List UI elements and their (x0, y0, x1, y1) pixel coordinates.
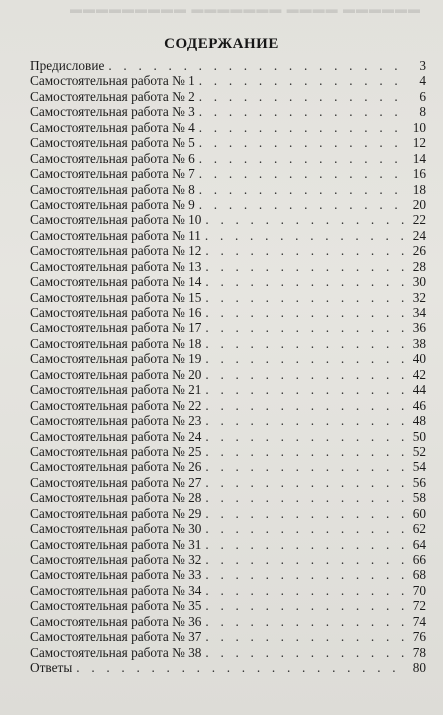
toc-entry (30, 567, 426, 582)
toc-entry (30, 89, 426, 104)
toc-entry (30, 537, 426, 552)
dot-leader (201, 305, 408, 320)
toc-entry (30, 629, 426, 644)
dot-leader (195, 166, 408, 181)
toc-entry-label: Самостоятельная работа № 32 (30, 552, 202, 567)
dot-leader (195, 73, 408, 88)
toc-entry-label: Самостоятельная работа № 36 (30, 613, 202, 629)
dot-leader (201, 521, 408, 536)
dot-leader (201, 336, 408, 351)
toc-entry-label: Самостоятельная работа № 24 (30, 428, 202, 444)
toc-entry (30, 552, 426, 567)
dot-leader (201, 212, 408, 227)
dot-leader (195, 151, 408, 166)
toc-entry (30, 182, 426, 197)
toc-entry-page-number: 34 (412, 305, 426, 320)
dot-leader (104, 58, 408, 73)
toc-entry-label: Самостоятельная работа № 38 (30, 644, 202, 660)
toc-entry (30, 274, 426, 289)
dot-leader (201, 320, 408, 335)
toc-entry-label: Самостоятельная работа № 25 (30, 443, 202, 459)
toc-entry (30, 351, 426, 366)
toc-entry-page-number: 36 (412, 320, 426, 336)
toc-entry-page-number: 62 (412, 521, 426, 537)
dot-leader (201, 629, 408, 644)
toc-entry-page-number: 64 (412, 536, 426, 552)
toc-entry (30, 459, 426, 474)
toc-entry-label: Самостоятельная работа № 3 (30, 104, 195, 120)
toc-entry-label: Самостоятельная работа № 4 (30, 119, 195, 135)
dot-leader (195, 135, 408, 150)
toc-entry-label: Самостоятельная работа № 6 (30, 150, 195, 166)
toc-entry (30, 305, 426, 320)
toc-entry-label: Самостоятельная работа № 16 (30, 305, 202, 320)
toc-entry-label: Самостоятельная работа № 12 (30, 243, 202, 259)
dot-leader (201, 398, 408, 413)
toc-entry-page-number: 60 (412, 505, 426, 521)
toc-entry (30, 506, 426, 521)
toc-entry (30, 490, 426, 505)
toc-entry-label: Самостоятельная работа № 27 (30, 474, 202, 490)
dot-leader (201, 537, 408, 552)
toc-entry (30, 398, 426, 413)
dot-leader (201, 567, 408, 582)
toc-entry-page-number: 30 (412, 274, 426, 290)
dot-leader (201, 413, 408, 428)
toc-entry-page-number: 70 (412, 582, 426, 598)
dot-leader (201, 382, 408, 397)
toc-entry-label: Самостоятельная работа № 20 (30, 366, 202, 382)
toc-entry (30, 151, 426, 166)
toc-entry (30, 166, 426, 181)
toc-entry (30, 444, 426, 459)
toc-entry (30, 583, 426, 598)
toc-entry-page-number: 28 (412, 258, 426, 274)
dot-leader (201, 614, 408, 629)
toc-entry (30, 475, 426, 490)
toc-entry (30, 367, 426, 382)
toc-entry-page-number: 6 (419, 88, 426, 104)
toc-entry-page-number: 24 (412, 227, 426, 243)
toc-entry-page-number: 46 (412, 397, 426, 413)
toc-entry-label: Самостоятельная работа № 10 (30, 212, 202, 228)
toc-entry-page-number: 32 (412, 289, 426, 305)
toc-entry-label: Самостоятельная работа № 29 (30, 505, 202, 521)
dot-leader (201, 429, 408, 444)
dot-leader (201, 459, 408, 474)
toc-entry-label: Самостоятельная работа № 22 (30, 397, 202, 413)
dot-leader (201, 598, 408, 613)
toc-entry (30, 521, 426, 536)
dot-leader (201, 290, 408, 305)
toc-entry-page-number: 26 (412, 243, 426, 259)
toc-entry-label: Самостоятельная работа № 5 (30, 135, 195, 151)
toc-entry-label: Предисловие (30, 58, 105, 73)
dot-leader (201, 367, 408, 382)
toc-entry-page-number: 42 (412, 366, 426, 382)
dot-leader (201, 506, 408, 521)
toc-entry-label: Самостоятельная работа № 19 (30, 351, 202, 367)
toc-entry (30, 598, 426, 613)
dot-leader (201, 645, 408, 660)
toc-entry (30, 212, 426, 227)
dot-leader (195, 89, 408, 104)
toc-entry (30, 336, 426, 351)
toc-entry-page-number: 38 (412, 335, 426, 351)
toc-entry-page-number: 44 (412, 382, 426, 398)
toc-entry-page-number: 8 (419, 104, 426, 120)
dot-leader (72, 660, 408, 675)
toc-entry-label: Самостоятельная работа № 35 (30, 598, 202, 614)
toc-entry (30, 120, 426, 135)
toc-entry (30, 320, 426, 335)
toc-entry-label: Самостоятельная работа № 23 (30, 413, 202, 429)
toc-entry-page-number: 20 (412, 196, 426, 212)
toc-entry (30, 228, 426, 243)
dot-leader (201, 552, 408, 567)
toc-entry-page-number: 80 (412, 660, 426, 676)
toc-entry-page-number: 16 (412, 166, 426, 182)
toc-entry (30, 382, 426, 397)
toc-entry-page-number: 74 (412, 613, 426, 629)
toc-entry (30, 73, 426, 88)
toc-entry (30, 259, 426, 274)
show-through-text: ▬▬▬▬▬▬ ▬▬▬▬ ▬▬▬▬▬▬▬ ▬▬▬▬▬▬▬▬▬ (68, 2, 420, 16)
toc-entry-label: Самостоятельная работа № 33 (30, 567, 202, 583)
toc-entry-page-number: 76 (412, 629, 426, 645)
toc-entry-label: Самостоятельная работа № 26 (30, 459, 202, 475)
toc-entry-label: Самостоятельная работа № 13 (30, 258, 202, 274)
toc-entry-label: Самостоятельная работа № 11 (30, 227, 201, 243)
page-title: СОДЕРЖАНИЕ (164, 36, 279, 52)
table-of-contents (30, 58, 426, 676)
toc-entry-label: Самостоятельная работа № 8 (30, 181, 195, 197)
toc-entry-page-number: 66 (412, 552, 426, 567)
toc-entry-page-number: 68 (412, 567, 426, 583)
toc-entry-label: Самостоятельная работа № 21 (30, 382, 202, 398)
toc-entry-label: Самостоятельная работа № 17 (30, 320, 202, 336)
toc-entry-page-number: 54 (412, 459, 426, 475)
toc-entry-page-number: 12 (412, 135, 426, 151)
toc-entry-label: Самостоятельная работа № 7 (30, 166, 195, 182)
toc-entry (30, 660, 426, 675)
toc-entry (30, 413, 426, 428)
dot-leader (201, 583, 408, 598)
toc-entry (30, 58, 426, 73)
toc-entry (30, 645, 426, 660)
dot-leader (201, 444, 408, 459)
toc-entry (30, 104, 426, 119)
dot-leader (201, 228, 408, 243)
dot-leader (201, 259, 408, 274)
toc-entry-label: Самостоятельная работа № 15 (30, 289, 202, 305)
dot-leader (201, 475, 408, 490)
dot-leader (201, 490, 408, 505)
toc-entry-label: Самостоятельная работа № 30 (30, 521, 202, 537)
toc-entry (30, 429, 426, 444)
toc-entry-page-number: 10 (412, 119, 426, 135)
toc-entry-page-number: 50 (412, 428, 426, 444)
dot-leader (195, 120, 408, 135)
toc-entry-page-number: 48 (412, 413, 426, 429)
dot-leader (201, 351, 408, 366)
dot-leader (195, 104, 408, 119)
dot-leader (201, 243, 408, 258)
toc-entry-label: Самостоятельная работа № 18 (30, 335, 202, 351)
toc-entry-label: Самостоятельная работа № 1 (30, 73, 195, 89)
toc-entry-page-number: 14 (412, 150, 426, 166)
toc-entry-label: Самостоятельная работа № 31 (30, 536, 202, 552)
toc-entry (30, 243, 426, 258)
dot-leader (195, 197, 408, 212)
toc-entry-label: Самостоятельная работа № 14 (30, 274, 202, 290)
toc-entry-label: Самостоятельная работа № 2 (30, 88, 195, 104)
toc-entry-page-number: 3 (419, 58, 426, 73)
toc-entry-page-number: 40 (412, 351, 426, 367)
toc-entry-page-number: 58 (412, 490, 426, 506)
toc-entry-label: Ответы (30, 660, 73, 676)
toc-entry-page-number: 22 (412, 212, 426, 228)
toc-entry-page-number: 72 (412, 598, 426, 614)
toc-entry (30, 135, 426, 150)
dot-leader (195, 182, 408, 197)
toc-entry-label: Самостоятельная работа № 28 (30, 490, 202, 506)
toc-entry-page-number: 4 (419, 73, 426, 89)
toc-entry-label: Самостоятельная работа № 37 (30, 629, 202, 645)
toc-entry-page-number: 52 (412, 443, 426, 459)
toc-entry (30, 197, 426, 212)
dot-leader (201, 274, 408, 289)
toc-entry-page-number: 78 (412, 644, 426, 660)
toc-entry (30, 290, 426, 305)
toc-entry-label: Самостоятельная работа № 34 (30, 582, 202, 598)
toc-entry-page-number: 18 (412, 181, 426, 197)
toc-entry (30, 614, 426, 629)
toc-entry-page-number: 56 (412, 474, 426, 490)
toc-entry-label: Самостоятельная работа № 9 (30, 196, 195, 212)
